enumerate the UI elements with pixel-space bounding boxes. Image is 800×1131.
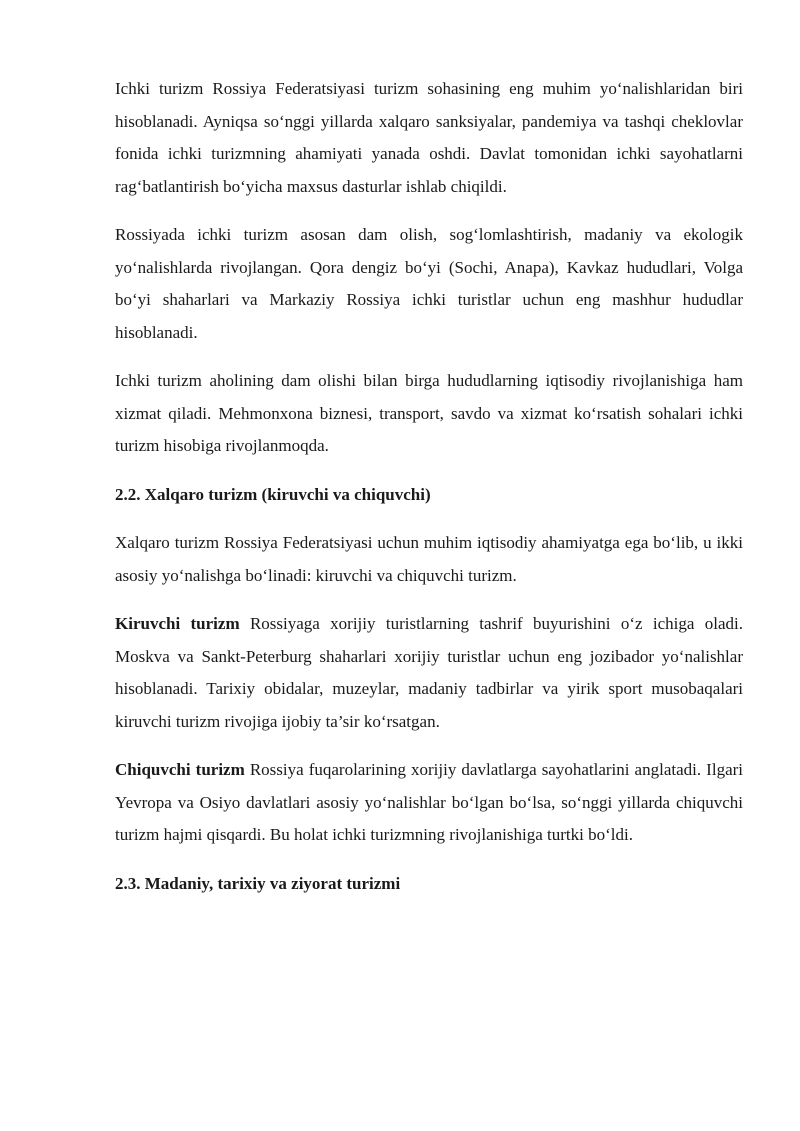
section-heading-2-3: 2.3. Madaniy, tarixiy va ziyorat turizmi — [115, 873, 401, 893]
term-outbound-tourism: Chiquvchi turizm — [115, 760, 245, 779]
outbound-tourism-text: Rossiya fuqarolarining xorijiy davlatlarga sayohatlarini anglatadi. Ilgari Yevropa va Osiyo davlatlari asosiy yo‘nalishlar bo‘lgan bo‘lsa, so‘nggi yillarda chiquvchi turizm hajmi qisqardi. Bu holat ichki turizmning rivojlanishiga turtki bo‘ldi. — [115, 760, 743, 844]
paragraph-domestic-tourism-regions: Rossiyada ichki turizm asosan dam olish, sog‘lomlashtirish, madaniy va ekologik yo‘nalishlarda rivojlangan. Qora dengiz bo‘yi (Sochi, Anapa), Kavkaz hududlari, Volga bo‘yi shaharlari va Markaziy Rossiya ichki turistlar uchun eng mashhur hududlar hisoblanadi. — [115, 225, 743, 342]
document-page — [115, 73, 743, 916]
section-heading-2-2: 2.2. Xalqaro turizm (kiruvchi va chiquvchi) — [115, 484, 431, 504]
paragraph-domestic-tourism-intro: Ichki turizm Rossiya Federatsiyasi turizm sohasining eng muhim yo‘nalishlaridan biri hisoblanadi. Ayniqsa so‘nggi yillarda xalqaro sanksiyalar, pandemiya va tashqi cheklovlar fonida ichki turizmning ahamiyati yanada oshdi. Davlat tomonidan ichki sayohatlarni rag‘batlantirish bo‘yicha maxsus dasturlar ishlab chiqildi. — [115, 79, 743, 196]
paragraph-inbound-tourism — [115, 608, 743, 738]
paragraph-international-tourism-intro: Xalqaro turizm Rossiya Federatsiyasi uchun muhim iqtisodiy ahamiyatga ega bo‘lib, u ikki asosiy yo‘nalishga bo‘linadi: kiruvchi va chiquvchi turizm. — [115, 533, 743, 585]
inbound-tourism-text: Rossiyaga xorijiy turistlarning tashrif buyurishini o‘z ichiga oladi. Moskva va Sankt-Peterburg shaharlari xorijiy turistlar uchun eng jozibador yo‘nalishlar hisoblanadi. Tarixiy obidalar, muzeylar, madaniy tadbirlar va yirik sport musobaqalari kiruvchi turizm rivojiga ijobiy ta’sir ko‘rsatgan. — [115, 614, 743, 731]
paragraph-outbound-tourism — [115, 754, 743, 852]
term-inbound-tourism: Kiruvchi turizm — [115, 614, 240, 633]
paragraph-domestic-tourism-economy: Ichki turizm aholining dam olishi bilan birga hududlarning iqtisodiy rivojlanishiga ham xizmat qiladi. Mehmonxona biznesi, transport, savdo va xizmat ko‘rsatish sohalari ichki turizm hisobiga rivojlanmoqda. — [115, 371, 743, 455]
